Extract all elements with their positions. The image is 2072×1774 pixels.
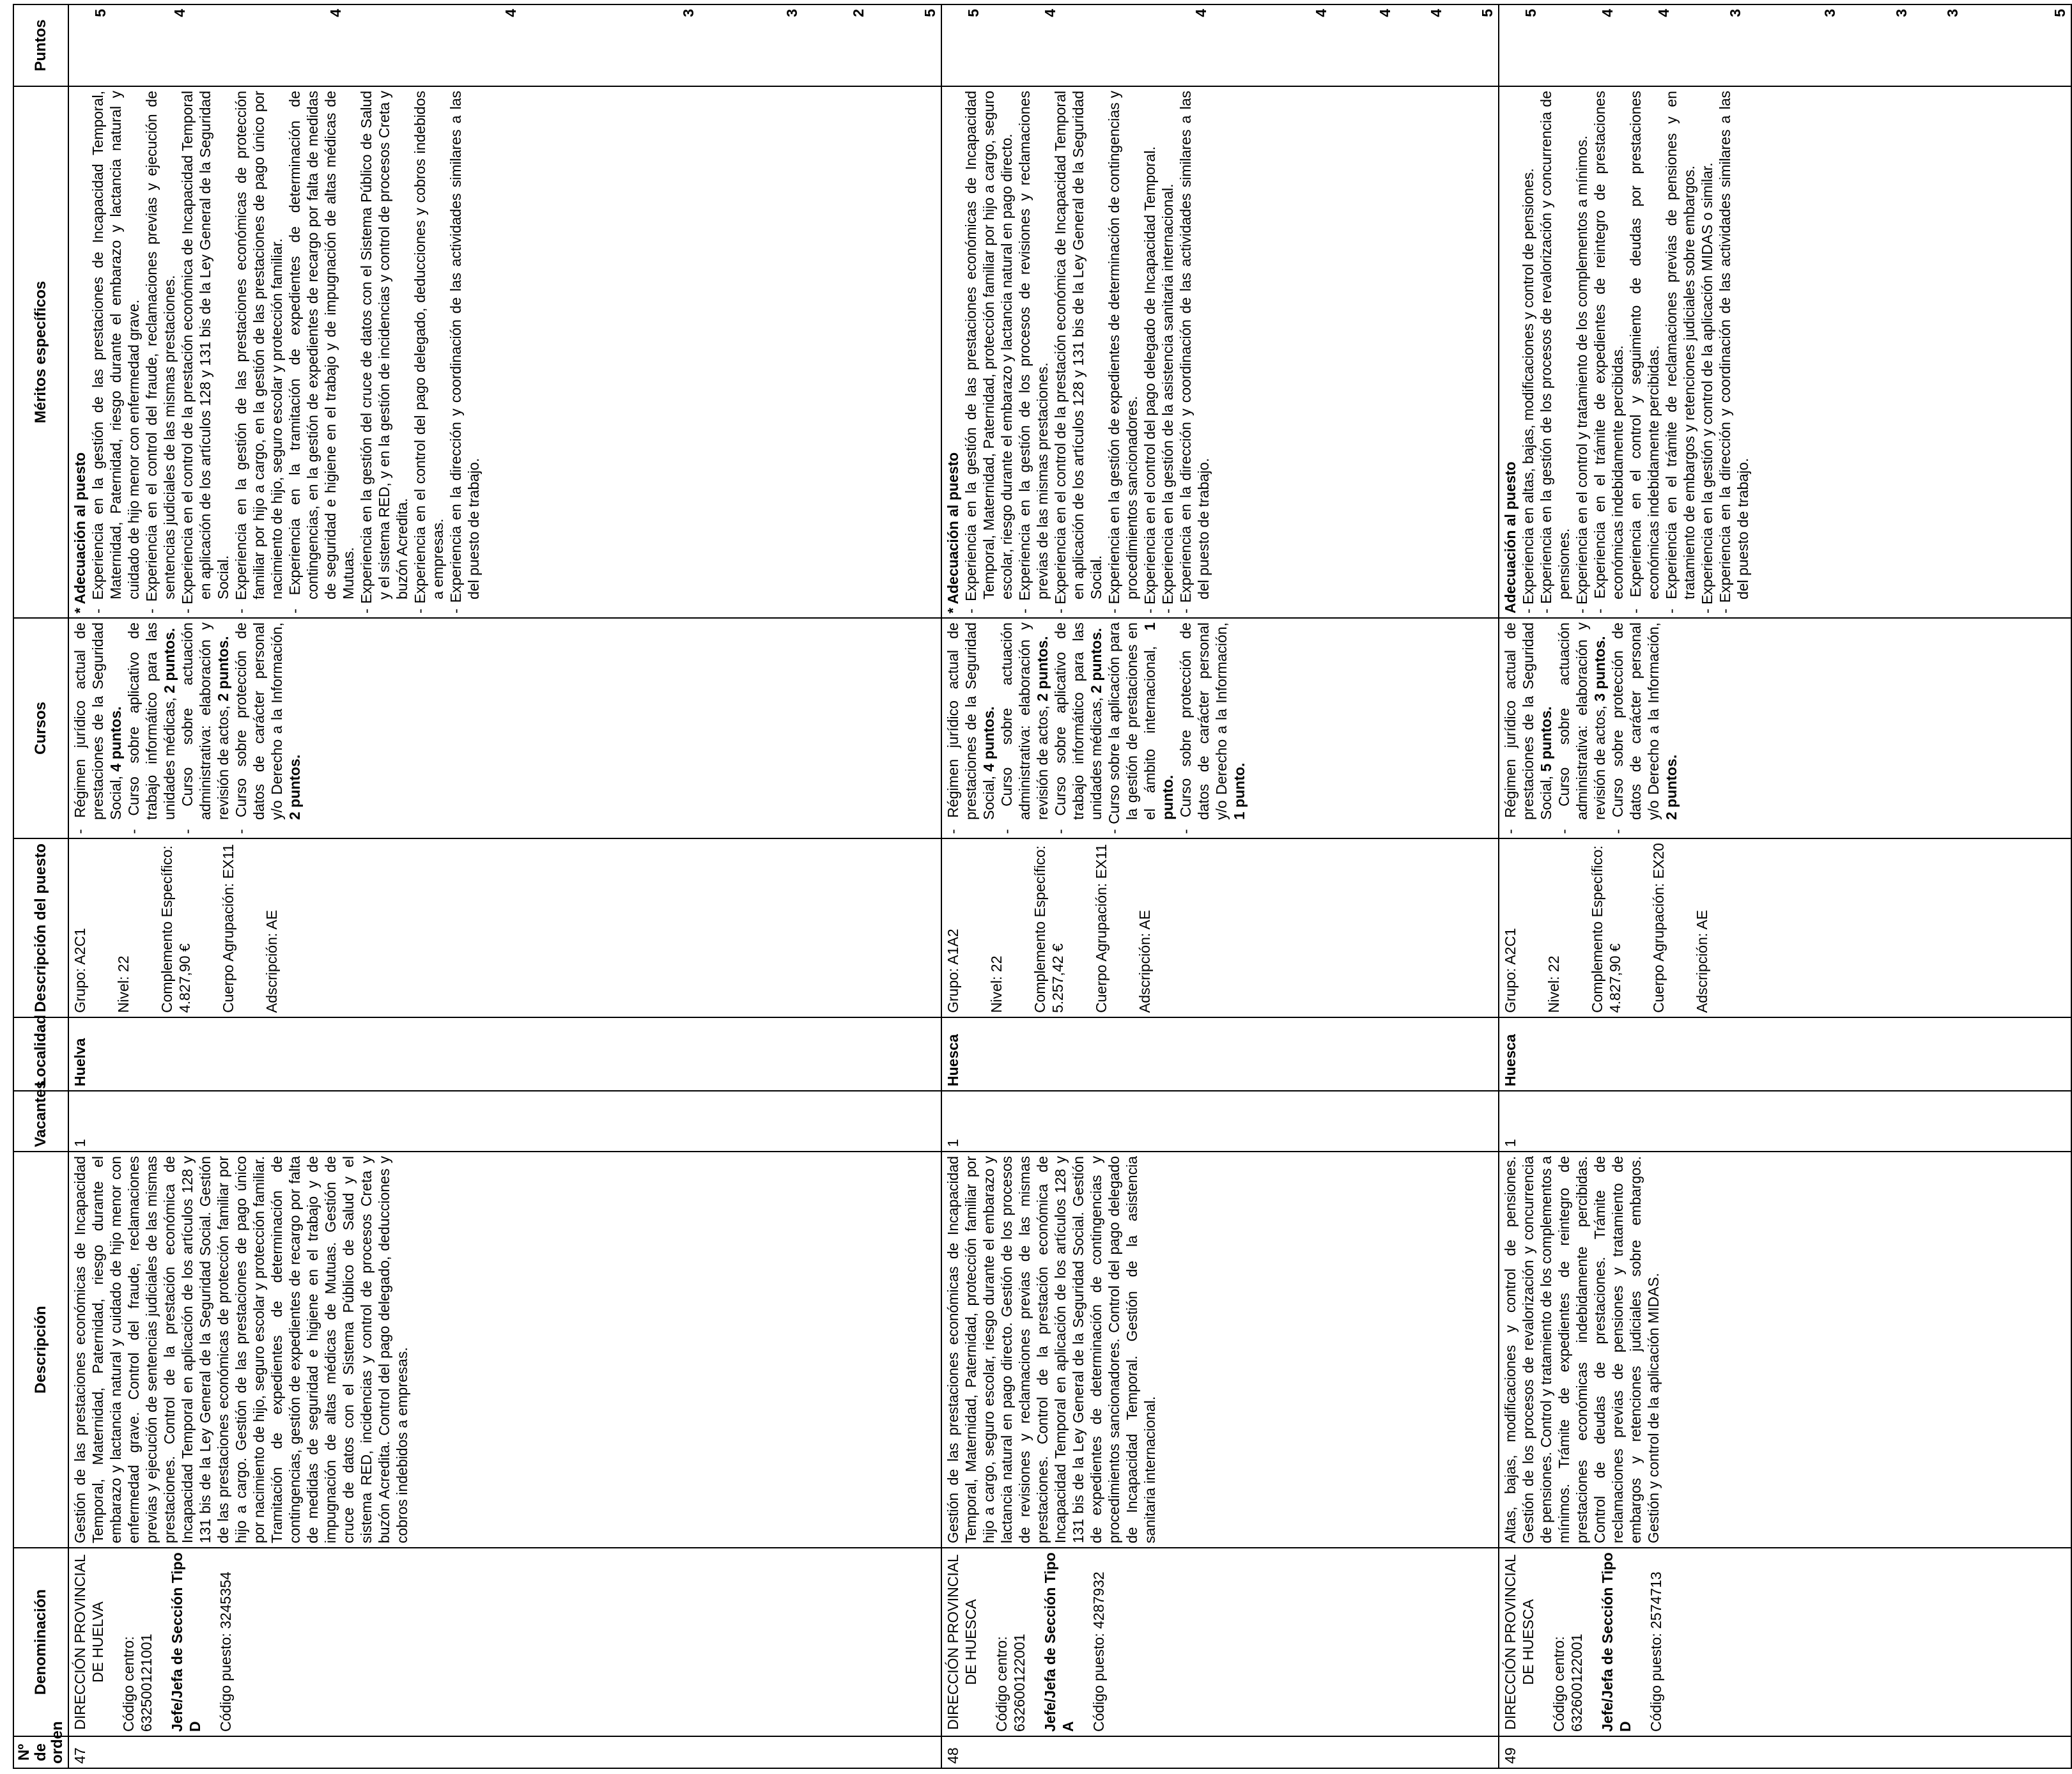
cursos-cell: [1499, 618, 2071, 838]
puntos-value: 4: [1599, 9, 1616, 17]
curso-puntos: 2 puntos.: [161, 628, 178, 693]
puesto-nivel: Nivel: 22: [1545, 955, 1562, 1013]
curso-text: Curso sobre protección de datos de carácter personal y/o Derecho a la Información,: [233, 622, 285, 820]
merito-item: - Experiencia en el trámite de reclamaciones previas de pensiones y en tratamiento de embargos y retenciones judiciales sobre embargos.: [1662, 91, 1698, 613]
descripcion-text: Gestión de las prestaciones económicas de Incapacidad Temporal, Maternidad, Paternidad, protección familiar por hijo a cargo, seguro escolar, riesgo durante el embarazo y lactancia natural en pago directo. Gestión de los procesos de revisiones y reclamaciones previas de las mismas prestaciones. Control de la prestación económica de Incapacidad Temporal en aplicación de los artículos 128 y 131 bis de la Ley General de la Seguridad Social. Gestión de expedientes de determinación de contingencias y procedimientos sancionadores. Control del pago delegado de Incapacidad Temporal. Gestión de la asistencia sanitaria internacional.: [945, 1156, 1158, 1543]
curso-item: [125, 622, 178, 834]
merito-item: - Experiencia en el control del fraude, reclamaciones previas y ejecución de sentencias judiciales de las mismas prestaciones.: [143, 91, 178, 613]
cursos-list: [71, 622, 304, 834]
positions-table: [13, 4, 2072, 1769]
puntos-value: 3: [1821, 9, 1838, 17]
localidad-cell: [941, 1017, 1499, 1091]
merito-item: - Experiencia en la gestión de las prestaciones económicas de protección familiar por hijo a cargo, en la gestión de las prestaciones de pago único por nacimiento de hijo, seguro escolar y protección familiar.: [232, 91, 286, 613]
puntos-cell: [68, 4, 941, 86]
puesto-cuerpo: Cuerpo Agrupación: EX11: [1093, 844, 1109, 1013]
centro-name: DIRECCIÓN PROVINCIAL DE HUELVA: [72, 1554, 106, 1730]
header-orden: Nº de orden: [13, 1736, 68, 1768]
puntos-cell: [1499, 4, 2071, 86]
localidad-value: Huesca: [945, 1034, 961, 1086]
puntos-value: 3: [1727, 9, 1743, 17]
curso-item: [1609, 622, 1680, 834]
curso-text: Régimen jurídico actual de prestaciones de la Seguridad Social,: [945, 622, 997, 820]
curso-puntos: 3 puntos.: [1591, 636, 1608, 702]
curso-item: [1501, 622, 1555, 834]
meritos-list: [962, 91, 1212, 613]
curso-text: Curso sobre aplicativo de trabajo informático para las unidades médicas,: [1052, 622, 1104, 820]
puesto-complemento: Complemento Específico: 4.827,90 €: [158, 845, 193, 1013]
jefe-seccion: Jefe/Jefa de Sección Tipo A: [1042, 1552, 1076, 1732]
orden-value: 47: [72, 1747, 88, 1764]
header-descripcion: Descripción: [13, 1152, 68, 1548]
denominacion-cell: [68, 1548, 941, 1736]
curso-item: [1051, 622, 1105, 834]
puesto-nivel: Nivel: 22: [988, 955, 1005, 1013]
cursos-cell: [68, 618, 941, 838]
puntos-list: [944, 9, 1496, 82]
orden-value: 49: [1502, 1747, 1519, 1764]
curso-item: [178, 622, 232, 834]
puntos-value: 3: [1944, 9, 1961, 17]
curso-puntos: 2 puntos.: [1663, 754, 1680, 820]
puesto-grupo: Grupo: A2C1: [1502, 928, 1519, 1013]
merito-item: - Experiencia en la dirección y coordinación de las actividades similares a las del puesto de trabajo.: [1177, 91, 1212, 613]
puntos-value: 4: [327, 9, 344, 17]
merito-item: - Experiencia en la gestión de la asistencia sanitaria internacional.: [1159, 91, 1177, 613]
puntos-value: 4: [1042, 9, 1058, 17]
meritos-heading: [1501, 91, 1519, 613]
header-denominacion: Denominación: [13, 1548, 68, 1736]
orden-cell: [68, 1736, 941, 1768]
merito-item: - Experiencia en el control del pago delegado de Incapacidad Temporal.: [1141, 91, 1159, 613]
merito-item: - Experiencia en la dirección y coordinación de las actividades similares a las del puesto de trabajo.: [447, 91, 483, 613]
vacantes-cell: [941, 1091, 1499, 1152]
merito-item: - Experiencia en la gestión y control de la aplicación MIDAS o similar.: [1698, 91, 1716, 613]
puntos-value: 4: [1655, 9, 1672, 17]
puesto-nivel: Nivel: 22: [115, 955, 132, 1013]
curso-text: Curso sobre actuación administrativa: elaboración y revisión de actos,: [1556, 622, 1608, 820]
puesto-adscripcion: Adscripción: AE: [1694, 909, 1710, 1013]
descripcion-text: Gestión de las prestaciones económicas de Incapacidad Temporal, Maternidad, Paternidad, riesgo durante el embarazo y lactancia natural y cuidado de hijo menor con enfermedad grave. Control del fraude, reclamaciones previas y ejecución de sentencias judiciales de las mismas prestaciones. Control de la prestación económica de Incapacidad Temporal en aplicación de los artículos 128 y 131 bis de la Ley General de la Seguridad Social. Gestión de las prestaciones económicas de protección familiar por hijo a cargo. Gestión de las prestaciones de pago único por nacimiento de hijo, seguro escolar y protección familiar. Tramitación de expedientes de determinación de contingencias, gestión de expedientes de recargo por falta de medidas de seguridad e higiene en el trabajo y de impugnación de altas médicas de Mutuas. Gestión de cruce de datos con el Sistema Público de Salud y el sistema RED, incidencias y control de procesos Creta y buzón Acredita. Control del pago delegado, deducciones y cobros indebidos a empresas.: [72, 1156, 410, 1543]
centro-name: DIRECCIÓN PROVINCIAL DE HUESCA: [945, 1554, 979, 1730]
localidad-cell: [1499, 1017, 2071, 1091]
meritos-cell: [941, 86, 1499, 618]
puntos-value: 4: [502, 9, 519, 17]
curso-puntos: 4 puntos.: [107, 706, 124, 772]
header-meritos: Méritos específicos: [13, 86, 68, 618]
descripcion-puesto-cell: [941, 838, 1499, 1017]
orden-value: 48: [945, 1747, 961, 1764]
codigo-puesto: Código puesto: 2574713: [1648, 1571, 1664, 1732]
merito-item: - Experiencia en la gestión de los procesos de revalorización y concurrencia de pensiones.: [1537, 91, 1573, 613]
puntos-value: 5: [1479, 9, 1496, 17]
descripcion-cell: [941, 1152, 1499, 1548]
merito-item: - Experiencia en el control de la prestación económica de Incapacidad Temporal en aplicación de los artículos 128 y 131 bis de la Ley General de la Seguridad Social.: [1051, 91, 1105, 613]
puntos-value: 5: [922, 9, 938, 17]
meritos-heading-text: Adecuación al puesto: [945, 452, 961, 605]
cursos-cell: [941, 618, 1499, 838]
puesto-grupo: Grupo: A1A2: [945, 929, 961, 1013]
merito-item: - Experiencia en la gestión de expedientes de determinación de contingencias y procedimientos sancionadores.: [1105, 91, 1141, 613]
vacantes-cell: [68, 1091, 941, 1152]
merito-item: - Experiencia en el control del pago delegado, deducciones y cobros indebidos a empresas.: [411, 91, 447, 613]
puntos-value: 3: [1893, 9, 1910, 17]
puesto-complemento: Complemento Específico: 4.827,90 €: [1589, 845, 1623, 1013]
curso-puntos: 1 punto.: [1231, 762, 1248, 820]
codigo-centro: Código centro: 632600122001: [1550, 1633, 1585, 1732]
header-puntos: Puntos: [13, 4, 68, 86]
vacantes-value: 1: [1502, 1139, 1519, 1147]
jefe-seccion: Jefe/Jefa de Sección Tipo D: [169, 1552, 203, 1732]
denominacion-cell: [1499, 1548, 2071, 1736]
curso-item: [71, 622, 125, 834]
curso-puntos: 2 puntos.: [286, 754, 303, 820]
puesto-cuerpo: Cuerpo Agrupación: EX11: [220, 844, 236, 1013]
puntos-value: 2: [850, 9, 867, 17]
curso-text: Régimen jurídico actual de prestaciones de la Seguridad Social,: [72, 622, 124, 820]
centro-name: DIRECCIÓN PROVINCIAL DE HUESCA: [1502, 1554, 1536, 1730]
puntos-value: 4: [1313, 9, 1329, 17]
descripcion-text: Altas, bajas, modificaciones y control de pensiones. Gestión de los procesos de revalorización y concurrencia de pensiones. Control y tratamiento de los complementos a mínimos. Trámite de expedientes de reintegro de prestaciones económicas indebidamente percibidas. Control de deudas de prestaciones. Trámite de reclamaciones previas de pensiones y tratamiento de embargos y retenciones judiciales sobre embargos. Gestión y control de la aplicación MIDAS.: [1502, 1156, 1662, 1543]
codigo-centro: Código centro: 632600122001: [993, 1633, 1028, 1732]
meritos-cell: [1499, 86, 2071, 618]
merito-item: - Experiencia en la gestión del cruce de datos con el Sistema Público de Salud y el sistema RED, y en la gestión de incidencias y control de procesos Creta y buzón Acredita.: [357, 91, 411, 613]
curso-item: [1105, 622, 1177, 834]
meritos-heading-text: Adecuación al puesto: [1502, 461, 1519, 613]
merito-item: - Experiencia en la tramitación de expedientes de determinación de contingencias, en la gestión de expedientes de recargo por falta de medidas de seguridad e higiene en el trabajo y de impugnación de altas médicas de Mutuas.: [286, 91, 357, 613]
puntos-value: 4: [171, 9, 188, 17]
localidad-value: Huelva: [72, 1038, 88, 1086]
cursos-list: [944, 622, 1248, 834]
puntos-value: 5: [92, 9, 109, 17]
puntos-value: 3: [784, 9, 800, 17]
meritos-list: [1519, 91, 1752, 613]
header-row: [13, 4, 68, 1768]
curso-item: [1177, 622, 1248, 834]
descripcion-cell: [1499, 1152, 2071, 1548]
merito-item: - Experiencia en el control y seguimiento de deudas por prestaciones económicas indebidamente percibidas.: [1627, 91, 1662, 613]
orden-cell: [1499, 1736, 2071, 1768]
curso-item: [1555, 622, 1609, 834]
meritos-heading: [944, 91, 962, 613]
vacantes-value: 1: [945, 1139, 961, 1147]
localidad-cell: [68, 1017, 941, 1091]
header-descripcion-puesto: Descripción del puesto: [13, 838, 68, 1017]
header-vacantes: Vacantes: [13, 1091, 68, 1152]
curso-puntos: 4 puntos.: [980, 706, 997, 772]
puntos-value: 4: [1377, 9, 1393, 17]
cursos-list: [1501, 622, 1680, 834]
curso-puntos: 2 puntos.: [215, 636, 231, 702]
merito-item: - Experiencia en el trámite de expedientes de reintegro de prestaciones económicas indebidamente percibidas.: [1591, 91, 1627, 613]
meritos-mark: *: [72, 604, 88, 613]
puntos-value: 5: [965, 9, 982, 17]
codigo-puesto: Código puesto: 4287932: [1090, 1571, 1107, 1732]
curso-item: [944, 622, 998, 834]
merito-item: - Experiencia en la gestión de las prestaciones de Incapacidad Temporal, Maternidad, Paternidad, riesgo durante el embarazo y lactancia natural y cuidado de hijo menor con enfermedad grave.: [89, 91, 143, 613]
vacantes-value: 1: [72, 1139, 88, 1147]
curso-text: Curso sobre protección de datos de carácter personal y/o Derecho a la Información,: [1609, 622, 1662, 820]
descripcion-puesto-cell: [1499, 838, 2071, 1017]
curso-puntos: 5 puntos.: [1538, 706, 1554, 772]
curso-text: Curso sobre actuación administrativa: elaboración y revisión de actos,: [998, 622, 1051, 820]
curso-text: Curso sobre la aplicación para la gestión de prestaciones en el ámbito internacional,: [1106, 622, 1158, 824]
puntos-list: [71, 9, 939, 82]
curso-puntos: 1 punto.: [1141, 622, 1176, 820]
puesto-complemento: Complemento Específico: 5.257,42 €: [1032, 845, 1066, 1013]
curso-text: Curso sobre aplicativo de trabajo informático para las unidades médicas,: [125, 622, 178, 820]
meritos-heading: [71, 91, 89, 613]
denominacion-cell: [941, 1548, 1499, 1736]
table-row: [1499, 4, 2071, 1768]
puntos-list: [1501, 9, 2069, 82]
puntos-cell: [941, 4, 1499, 86]
descripcion-cell: [68, 1152, 941, 1548]
puesto-grupo: Grupo: A2C1: [72, 928, 88, 1013]
puesto-adscripcion: Adscripción: AE: [1136, 909, 1153, 1013]
merito-item: - Experiencia en altas, bajas, modificaciones y control de pensiones.: [1519, 91, 1537, 613]
meritos-list: [89, 91, 483, 613]
descripcion-puesto-cell: [68, 838, 941, 1017]
orden-cell: [941, 1736, 1499, 1768]
puntos-value: 3: [680, 9, 697, 17]
meritos-cell: [68, 86, 941, 618]
curso-item: [998, 622, 1051, 834]
meritos-mark: *: [945, 604, 961, 613]
curso-text: Régimen jurídico actual de prestaciones de la Seguridad Social,: [1502, 622, 1554, 820]
curso-text: Curso sobre protección de datos de carácter personal y/o Derecho a la Información,: [1177, 622, 1230, 820]
puntos-value: 5: [2052, 9, 2068, 17]
curso-puntos: 2 puntos.: [1034, 636, 1051, 702]
curso-puntos: 2 puntos.: [1088, 628, 1104, 693]
header-cursos: Cursos: [13, 618, 68, 838]
table-row: [941, 4, 1499, 1768]
meritos-heading-text: Adecuación al puesto: [72, 452, 88, 605]
curso-item: [232, 622, 304, 834]
puntos-value: 4: [1193, 9, 1209, 17]
codigo-puesto: Código puesto: 3245354: [217, 1571, 234, 1732]
localidad-value: Huesca: [1502, 1034, 1519, 1086]
jefe-seccion: Jefe/Jefa de Sección Tipo D: [1599, 1552, 1634, 1732]
curso-text: Curso sobre actuación administrativa: elaboración y revisión de actos,: [179, 622, 231, 820]
merito-item: - Experiencia en el control de la prestación económica de Incapacidad Temporal en aplicación de los artículos 128 y 131 bis de la Ley General de la Seguridad Social.: [178, 91, 232, 613]
merito-item: - Experiencia en la gestión de las prestaciones económicas de Incapacidad Temporal, Maternidad, Paternidad, protección familiar por hijo a cargo, seguro escolar, riesgo durante el embarazo y lactancia natural en pago directo.: [962, 91, 1016, 613]
vacantes-cell: [1499, 1091, 2071, 1152]
merito-item: - Experiencia en la gestión de los procesos de revisiones y reclamaciones previas de las mismas prestaciones.: [1016, 91, 1051, 613]
table-row: [68, 4, 941, 1768]
merito-item: - Experiencia en el control y tratamiento de los complementos a mínimos.: [1573, 91, 1591, 613]
merito-item: - Experiencia en la dirección y coordinación de las actividades similares a las del puesto de trabajo.: [1716, 91, 1752, 613]
codigo-centro: Código centro: 632500121001: [120, 1633, 155, 1732]
puesto-adscripcion: Adscripción: AE: [263, 909, 280, 1013]
puntos-value: 4: [1428, 9, 1444, 17]
puesto-cuerpo: Cuerpo Agrupación: EX20: [1650, 843, 1667, 1013]
header-localidad: Localidad: [13, 1017, 68, 1091]
puntos-value: 5: [1522, 9, 1539, 17]
